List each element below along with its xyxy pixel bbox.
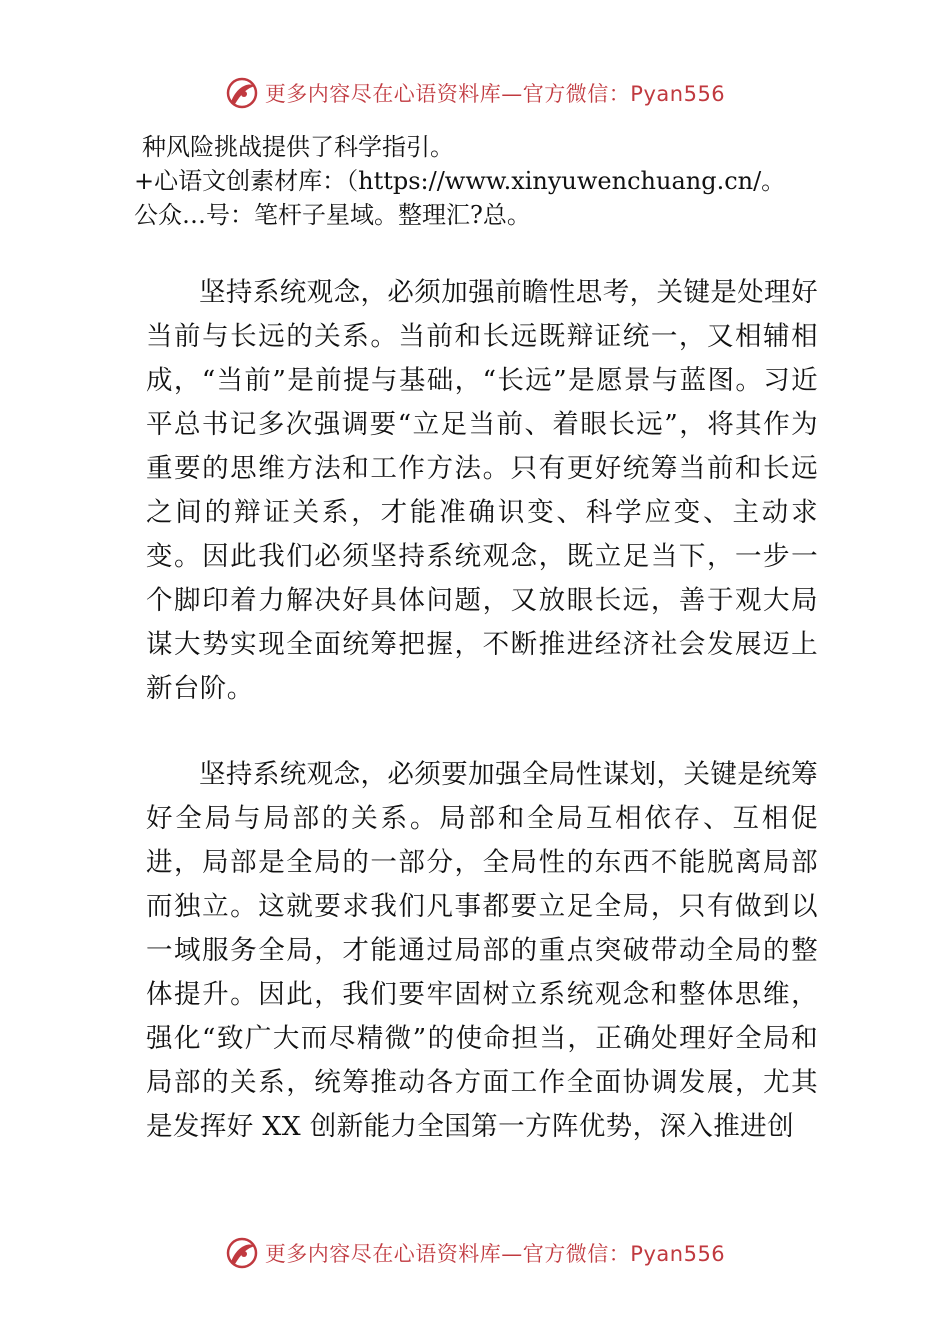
watermark-top	[0, 68, 950, 118]
watermark-bottom	[0, 1228, 950, 1278]
watermark-text: 更多内容尽在心语资料库—官方微信：Pyan556	[264, 82, 726, 106]
paragraph: 坚持系统观念，必须要加强全局性谋划，关键是统筹好全局与局部的关系。局部和全局互相依存、互相促进，局部是全局的一部分，全局性的东西不能脱离局部而独立。这就要求我们凡事都要立足全局，只有做到以一域服务全局，才能通过局部的重点突破带动全局的整体提升。因此，我们要牢固树立系统观念和整体思维，强化“致广大而尽精微”的使命担当，正确处理好全局和局部的关系，统筹推动各方面工作全面协调发展，尤其是发挥好 XX 创新能力全国第一方阵优势，深入推进创	[146, 758, 818, 1142]
logo-icon	[225, 76, 259, 110]
header-text-block	[134, 130, 934, 232]
logo-icon	[225, 1236, 259, 1270]
header-line: 种风险挑战提供了科学指引。	[142, 133, 454, 161]
watermark-text: 更多内容尽在心语资料库—官方微信：Pyan556	[264, 1242, 726, 1266]
header-line: 公众…号：笔杆子星域。整理汇?总。	[134, 201, 531, 229]
paragraph: 坚持系统观念，必须加强前瞻性思考，关键是处理好当前与长远的关系。当前和长远既辩证统一，又相辅相成，“当前”是前提与基础，“长远”是愿景与蓝图。习近平总书记多次强调要“立足当前、着眼长远”，将其作为重要的思维方法和工作方法。只有更好统筹当前和长远之间的辩证关系，才能准确识变、科学应变、主动求变。因此我们必须坚持系统观念，既立足当下，一步一个脚印着力解决好具体问题，又放眼长远，善于观大局谋大势实现全面统筹把握，不断推进经济社会发展迈上新台阶。	[146, 276, 818, 704]
header-line: +心语文创素材库：（https://www.xinyuwenchuang.cn/。	[134, 167, 786, 195]
